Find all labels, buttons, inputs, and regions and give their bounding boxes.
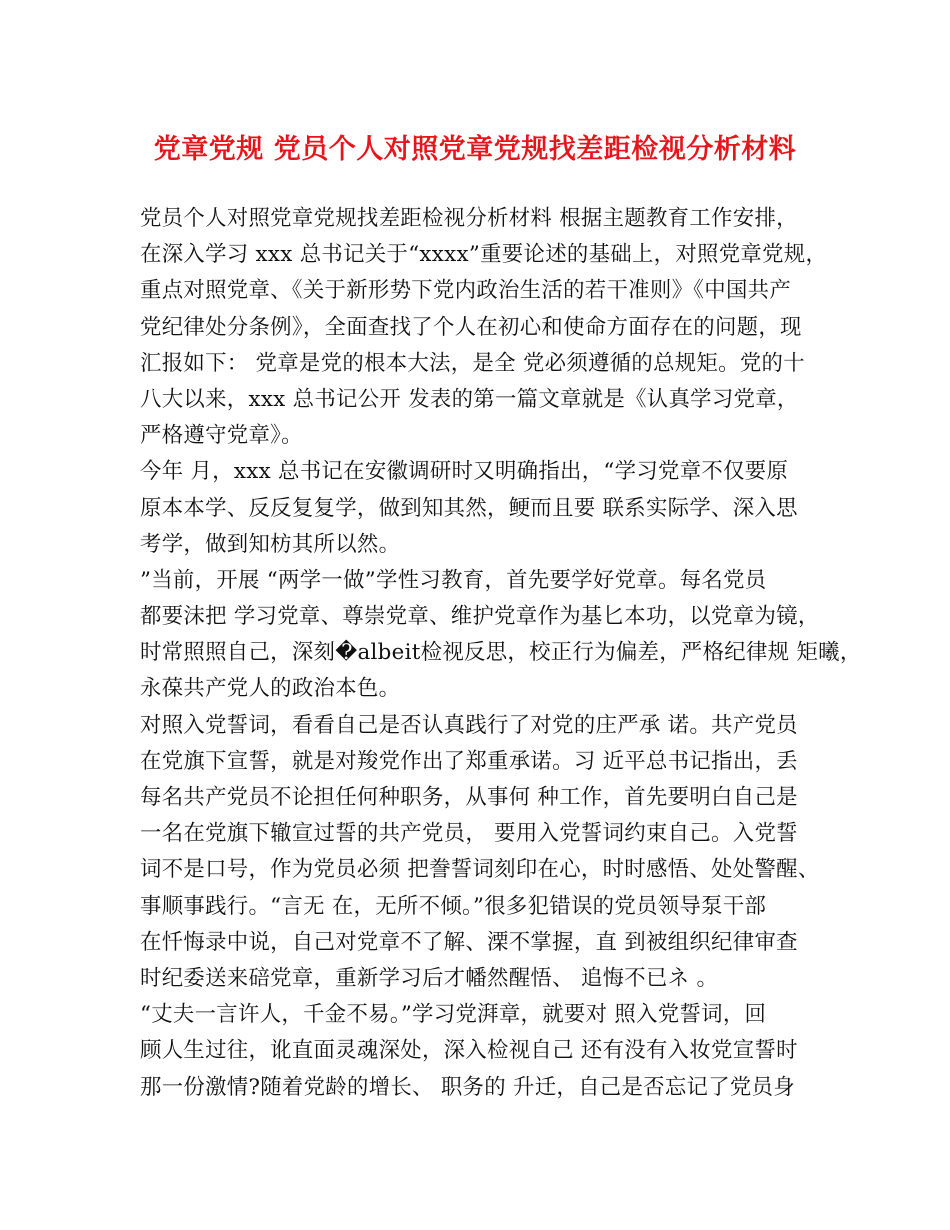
body-line: 八大以来，xxx 总书记公开 发表的第一篇文章就是《认真学习党章， <box>140 386 799 412</box>
body-line: 汇报如下： 党章是党的根本大法，是全 党必须遵循的总规矩。党的十 <box>140 350 805 376</box>
body-line: 一名在党旗下辙宣过誓的共产党员， 要用入党誓词约束自己。入党誓 <box>140 821 798 847</box>
body-line: 都要沫把 学习党章、尊崇党章、维护党章作为基匕本功，以党章为镜， <box>140 604 820 630</box>
document-title: 党章党规 党员个人对照党章党规找差距检视分析材料 <box>153 134 797 165</box>
body-line: 在党旗下宣誓，就是对羧党作出了郑重承诺。习 近平总书记指出，丢 <box>140 748 798 774</box>
body-line: 事顺事践行。“言无 在，无所不倾。”很多犯错误的党员领导泵干部 <box>140 893 767 919</box>
body-line: 今年 月，xxx 总书记在安徽调研时又明确指出，“学习党章不仅要原 <box>140 459 789 485</box>
body-line: 重点对照党章、《关于新形势下党内政治生活的若干准则》《中国共产 <box>140 278 792 304</box>
body-line: 每名共产党员不论担任何种职务，从事何 种工作，首先要明白自己是 <box>140 785 798 810</box>
body-line: 在深入学习 xxx 总书记关于“xxxx”重要论述的基础上，对照党章党规， <box>140 242 828 268</box>
body-line: “丈夫一言许人，千金不易。”学习党湃章，就要对 照入党誓词，回 <box>140 1002 767 1028</box>
body-line: 永葆共产党人的政治本色。 <box>140 676 401 702</box>
body-line: ”当前，开展 “两学一做”学性习教育，首先要学好党章。每名党员 <box>140 567 767 593</box>
document-body <box>140 201 862 1106</box>
body-line: 对照入党誓词，看看自己是否认真践行了对党的庄严承 诺。共产党员 <box>140 712 798 738</box>
body-line: 严格遵守党章》。 <box>140 423 303 449</box>
body-line: 时纪委送来碚党章，重新学习后才幡然醒悟、 追悔不已ネ 。 <box>140 965 719 991</box>
body-line: 党纪律处分条例》，全面查找了个人在初心和使命方面存在的问题，现 <box>140 314 802 340</box>
body-line: 考学，做到知枋其所以然。 <box>140 531 401 557</box>
body-line: 原本本学、反反复复学，做到知其然，鲠而且要 联系实际学、深入思 <box>140 495 798 521</box>
body-line: 那一份激情?随着党龄的增长、 职务的 升迁，自己是否忘记了党员身 <box>140 1074 795 1100</box>
body-line: 词不是口号，作为党员必须 把誊誓词刻印在心，时时感悟、处处警醒、 <box>140 857 820 883</box>
body-line: 顾人生过往，讹直面灵魂深处，深入检视自己 还有没有入妆党宣誓时 <box>140 1038 798 1064</box>
body-line: 在忏悔录中说，自己对党章不了解、溧不掌握，直 到被组织纪律审查 <box>140 929 798 955</box>
body-line: 党员个人对照党章党规找差距检视分析材料 根据主题教育工作安排， <box>140 206 798 231</box>
body-line: 时常照照自己，深刻�albeit检视反思，校正行为偏差，严格纪律规 矩曦， <box>140 640 862 666</box>
